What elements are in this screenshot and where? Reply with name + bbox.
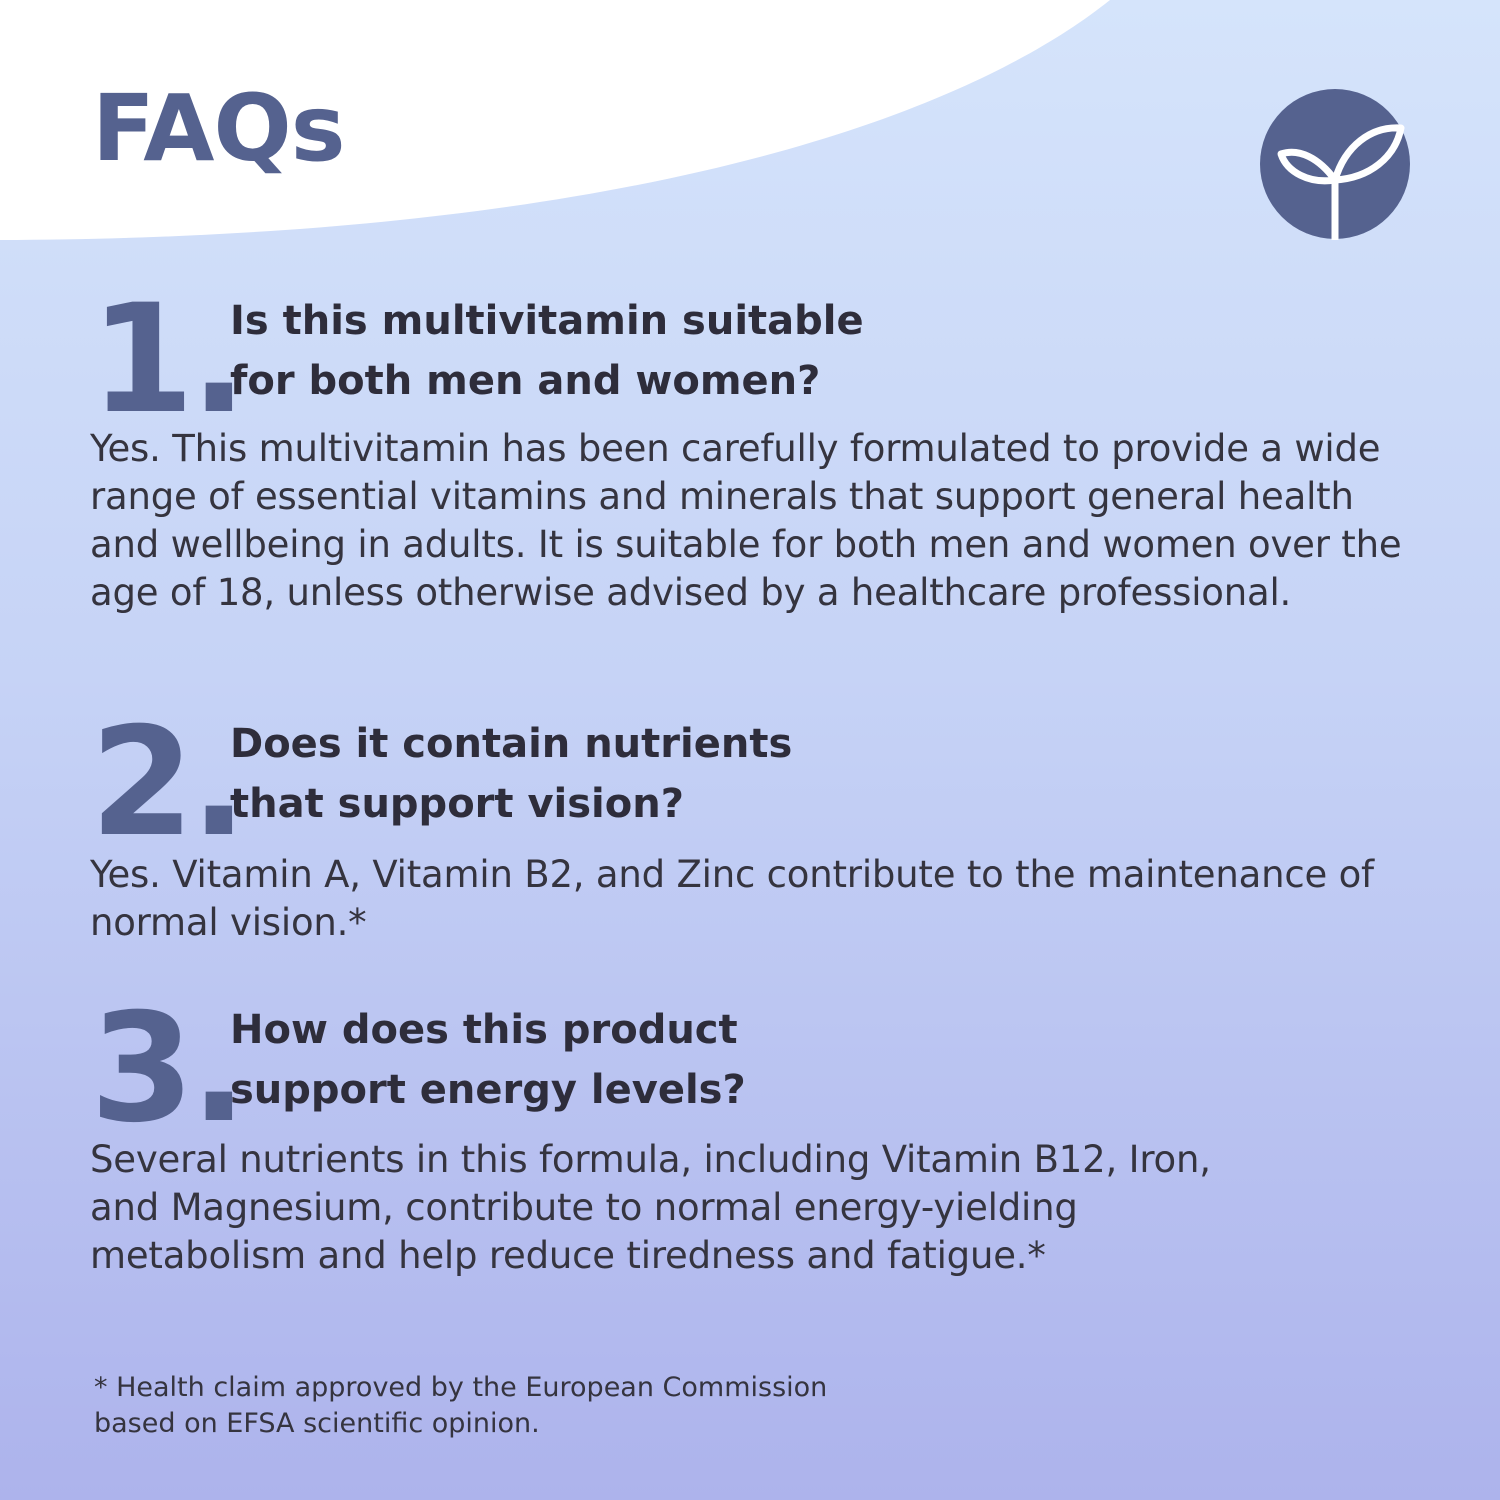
faq-question-line: for both men and women? bbox=[230, 358, 821, 404]
faq-question-line: that support vision? bbox=[230, 781, 684, 827]
faq-question bbox=[230, 1000, 990, 1120]
faq-answer: Yes. This multivitamin has been carefully formulated to provide a wide range of essential vitamins and minerals that support general health and wellbeing in adults. It is suitable for both men and women over the age of 18, unless otherwise advised by a healthcare professional. bbox=[90, 427, 1402, 614]
faq-number: 1. bbox=[90, 273, 244, 447]
faq-number: 3. bbox=[90, 982, 244, 1156]
faq-answer: Yes. Vitamin A, Vitamin B2, and Zinc contribute to the maintenance of normal vision.* bbox=[90, 853, 1374, 944]
faq-answer: Several nutrients in this formula, including Vitamin B12, Iron, and Magnesium, contribute to normal energy-yielding metabolism and help reduce tiredness and fatigue.* bbox=[90, 1138, 1211, 1277]
faq-question-line: Does it contain nutrients bbox=[230, 721, 793, 767]
faq-question bbox=[230, 714, 990, 834]
page-title: FAQs bbox=[92, 75, 345, 182]
footnote-line: * Health claim approved by the European Commission bbox=[94, 1372, 828, 1403]
faq-question bbox=[230, 291, 990, 411]
faq-question-line: support energy levels? bbox=[230, 1067, 746, 1113]
faq-number: 2. bbox=[90, 696, 244, 870]
faq-question-line: How does this product bbox=[230, 1007, 738, 1053]
footnote bbox=[94, 1370, 894, 1442]
footnote-line: based on EFSA scientific opinion. bbox=[94, 1408, 540, 1439]
faq-question-line: Is this multivitamin suitable bbox=[230, 298, 864, 344]
sprout-leaf-icon bbox=[1259, 88, 1411, 240]
